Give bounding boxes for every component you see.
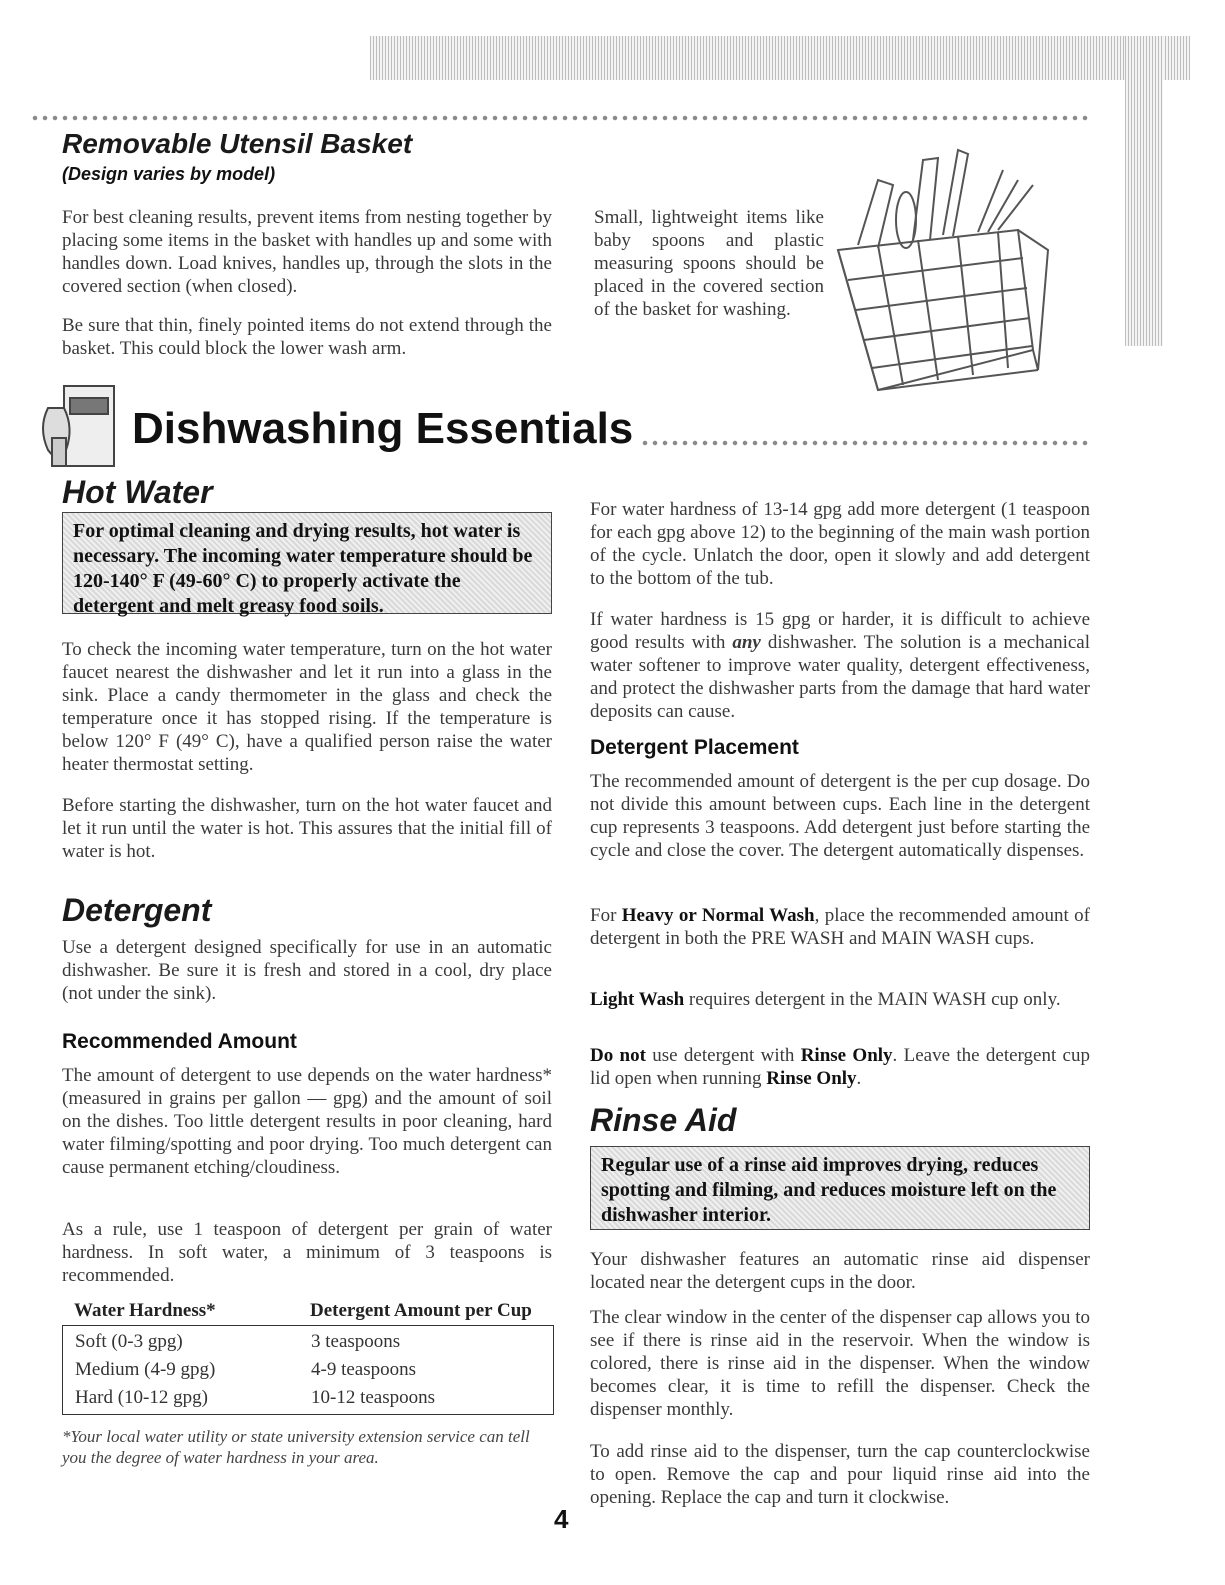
table-cell: Hard (10-12 gpg) [75, 1387, 208, 1408]
right-para-4: For Heavy or Normal Wash, place the recommended amount of detergent in both the PRE WASH and MAIN WASH cups. [590, 905, 1090, 949]
right-para-5: Light Wash requires detergent in the MAIN WASH cup only. [590, 989, 1061, 1010]
hot-water-para-1: To check the incoming water temperature, turn on the hot water faucet nearest the dishwasher and let it run into a glass in the sink. Place a candy thermometer in the glass and check the temperature once it has stopped rising. If the temperature is below 120° F (49° C), have a qualified person raise the water heater thermostat setting. [62, 639, 552, 775]
table-cell: 4-9 teaspoons [311, 1359, 417, 1380]
basket-title: Removable Utensil Basket [62, 128, 413, 159]
detergent-para-1: Use a detergent designed specifically for use in an automatic dishwasher. Be sure it is fresh and stored in a cool, dry place (not under the sink). [62, 937, 552, 1004]
rinse-aid-title: Rinse Aid [590, 1102, 737, 1138]
rinse-aid-callout: Regular use of a rinse aid improves drying, reduces spotting and filming, and reduces moisture left on the dishwasher interior. [590, 1146, 1090, 1230]
basket-side-note: Small, lightweight items like baby spoons and plastic measuring spoons should be placed in the covered section of the basket for washing. [594, 207, 824, 320]
utensil-basket-icon [818, 140, 1058, 410]
right-para-3: The recommended amount of detergent is the per cup dosage. Do not divide this amount between cups. Each line in the detergent cup represents 3 teaspoons. Add detergent just before starting the cycle and close the cover. The detergent automatically dispenses. [590, 771, 1090, 861]
detergent-placement-title: Detergent Placement [590, 736, 799, 759]
table-cell: Soft (0-3 gpg) [75, 1331, 183, 1352]
hardness-footnote: *Your local water utility or state university extension service can tell you the degree of water hardness in your area. [62, 1427, 530, 1467]
rinse-para-2: The clear window in the center of the dispenser cap allows you to see if there is rinse aid in the reservoir. When the window is colored, there is rinse aid in the dispenser. When the window becomes clear, it is time to refill the dispenser. Check the dispenser monthly. [590, 1307, 1090, 1420]
detergent-para-2: The amount of detergent to use depends on the water hardness* (measured in grains per gallon — gpg) and the amount of soil on the dishes. Too little detergent results in poor cleaning, hard water filming/spotting and poor drying. Too much detergent can cause permanent etching/cloudiness. [62, 1065, 552, 1178]
essentials-title: Dishwashing Essentials [132, 404, 634, 453]
rinse-para-3: To add rinse aid to the dispenser, turn the cap counterclockwise to open. Remove the cap and pour liquid rinse aid into the opening. Replace the cap and turn it clockwise. [590, 1441, 1090, 1508]
dotted-rule-essentials [640, 440, 1090, 446]
basket-subtitle: (Design varies by model) [62, 164, 276, 184]
hot-water-callout: For optimal cleaning and drying results, hot water is necessary. The incoming water temperature should be 120-140° F (49-60° C) to properly activate the detergent and melt greasy food soils. [62, 512, 552, 614]
table-row [75, 1384, 553, 1412]
recommended-amount-title: Recommended Amount [62, 1030, 297, 1053]
hot-water-title: Hot Water [62, 474, 213, 510]
table-cell: 3 teaspoons [311, 1331, 401, 1352]
table-row [75, 1328, 553, 1356]
detergent-box-icon [34, 378, 130, 470]
dotted-rule [30, 115, 1090, 121]
rinse-para-1: Your dishwasher features an automatic rinse aid dispenser located near the detergent cups in the door. [590, 1249, 1090, 1293]
table-cell: Medium (4-9 gpg) [75, 1359, 216, 1380]
detergent-title: Detergent [62, 892, 212, 928]
side-stripe-bar [1125, 36, 1163, 346]
table-cell: 10-12 teaspoons [311, 1387, 436, 1408]
table-header-amount: Detergent Amount per Cup [310, 1300, 532, 1321]
basket-para-2: Be sure that thin, finely pointed items do not extend through the basket. This could block the lower wash arm. [62, 315, 552, 359]
header-stripe-bar [370, 36, 1190, 80]
right-para-2: If water hardness is 15 gpg or harder, it is difficult to achieve good results with any dishwasher. The solution is a mechanical water softener to improve water quality, detergent effectiveness, and protect the dishwasher parts from the damage that hard water deposits can cause. [590, 609, 1091, 722]
table-header-hardness: Water Hardness* [74, 1300, 216, 1321]
page-number: 4 [554, 1504, 569, 1534]
hot-water-para-2: Before starting the dishwasher, turn on the hot water faucet and let it run until the water is hot. This assures that the initial fill of water is hot. [62, 795, 552, 862]
right-para-6: Do not use detergent with Rinse Only. Leave the detergent cup lid open when running Rinse Only. [590, 1045, 1090, 1089]
hardness-table [62, 1300, 554, 1415]
basket-para-1: For best cleaning results, prevent items from nesting together by placing some items in the basket with handles up and some with handles down. Load knives, handles up, through the slots in the covered section (when closed). [62, 207, 552, 297]
table-row [75, 1356, 553, 1384]
detergent-para-3: As a rule, use 1 teaspoon of detergent per grain of water hardness. In soft water, a minimum of 3 teaspoons is recommended. [62, 1219, 552, 1286]
right-para-1: For water hardness of 13-14 gpg add more detergent (1 teaspoon for each gpg above 12) to the beginning of the main wash portion of the cycle. Unlatch the door, open it slowly and add detergent to the bottom of the tub. [590, 499, 1090, 589]
